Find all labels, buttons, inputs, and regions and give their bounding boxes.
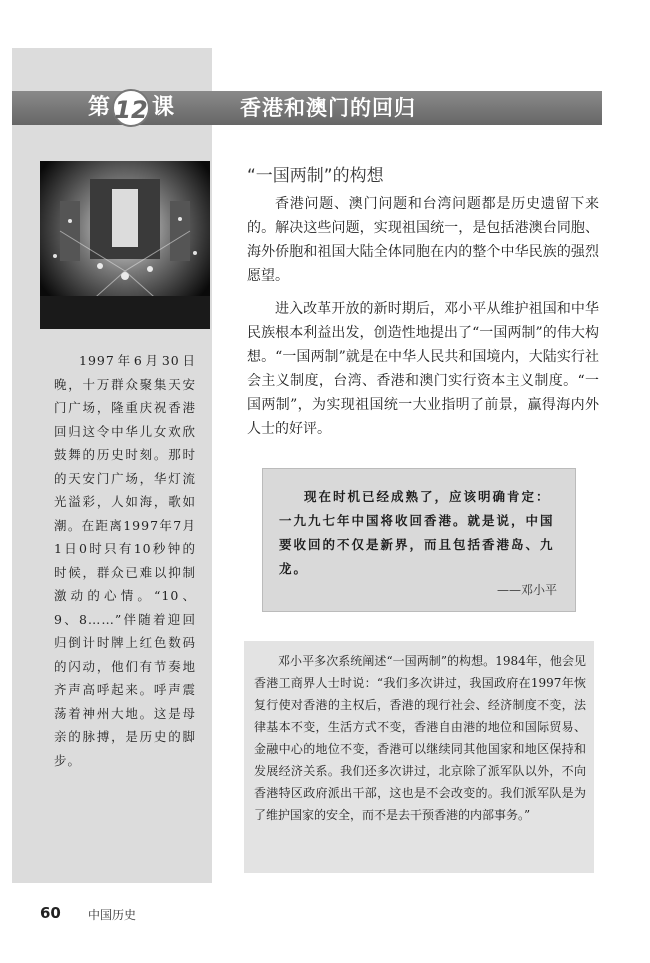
tiananmen-celebration-image <box>40 161 210 329</box>
lesson-label <box>88 91 174 125</box>
paragraph-2: 进入改革开放的新时期后，邓小平从维护祖国和中华民族根本利益出发，创造性地提出了“一国两制”的伟大构想。“一国两制”就是在中华人民共和国境内，大陆实行社会主义制度，台湾、香港和澳门实行资本主义制度。“一国两制”，为实现祖国统一大业指明了前景，赢得海内外人士的好评。 <box>247 301 599 437</box>
quote-signature: ——邓小平 <box>496 583 557 597</box>
note-text: 邓小平多次系统阐述“一国两制”的构想。1984年，他会见香港工商界人士时说：“我们多次讲过，我国政府在1997年恢复行使对香港的主权后，香港的现行社会、经济制度不变，法律基本不变，生活方式不变，香港自由港的地位和国际贸易、金融中心的地位不变，香港可以继续同其他国家和地区保持和发展经济关系。我们还多次讲过，北京除了派军队以外，不向香港特区政府派出干部，这也是不会改变的。我们派军队是为了维护国家的安全，而不是去干预香港的内部事务。” <box>254 654 586 822</box>
book-title: 中国历史 <box>88 908 137 922</box>
section-heading: “一国两制”的构想 <box>247 166 384 186</box>
lesson-number-badge: 12 <box>112 89 150 127</box>
photo-caption: 1997年6月30日晚，十万群众聚集天安门广场，隆重庆祝香港回归这令中华儿女欢欣鼓舞的历史时刻。那时的天安门广场，华灯流光溢彩，人如海，歌如潮。在距离1997年7月1日0时只有10秒钟的时候，群众已难以抑制激动的心情。“10、9、8……”伴随着迎回归倒计时牌上红色数码的闪动，他们有节奏地齐声高呼起来。呼声震荡着神州大地。这是母亲的脉搏，是历史的脚步。 <box>54 353 196 768</box>
paragraph-1: 香港问题、澳门问题和台湾问题都是历史遗留下来的。解决这些问题，实现祖国统一，是包括港澳台同胞、海外侨胞和祖国大陆全体同胞在内的整个中华民族的强烈愿望。 <box>247 196 599 284</box>
quote-text: 现在时机已经成熟了，应该明确肯定：一九九七年中国将收回香港。就是说，中国要收回的不仅是新界，而且包括香港岛、九龙。 <box>279 489 555 576</box>
lesson-title: 香港和澳门的回归 <box>240 96 416 120</box>
page-number: 60 <box>40 904 61 922</box>
quote-box <box>262 468 576 612</box>
lesson-prefix: 第 <box>88 95 111 120</box>
lesson-banner <box>12 91 602 125</box>
celebration-photo <box>40 161 210 329</box>
lesson-suffix: 课 <box>152 95 175 120</box>
note-box <box>244 641 594 873</box>
